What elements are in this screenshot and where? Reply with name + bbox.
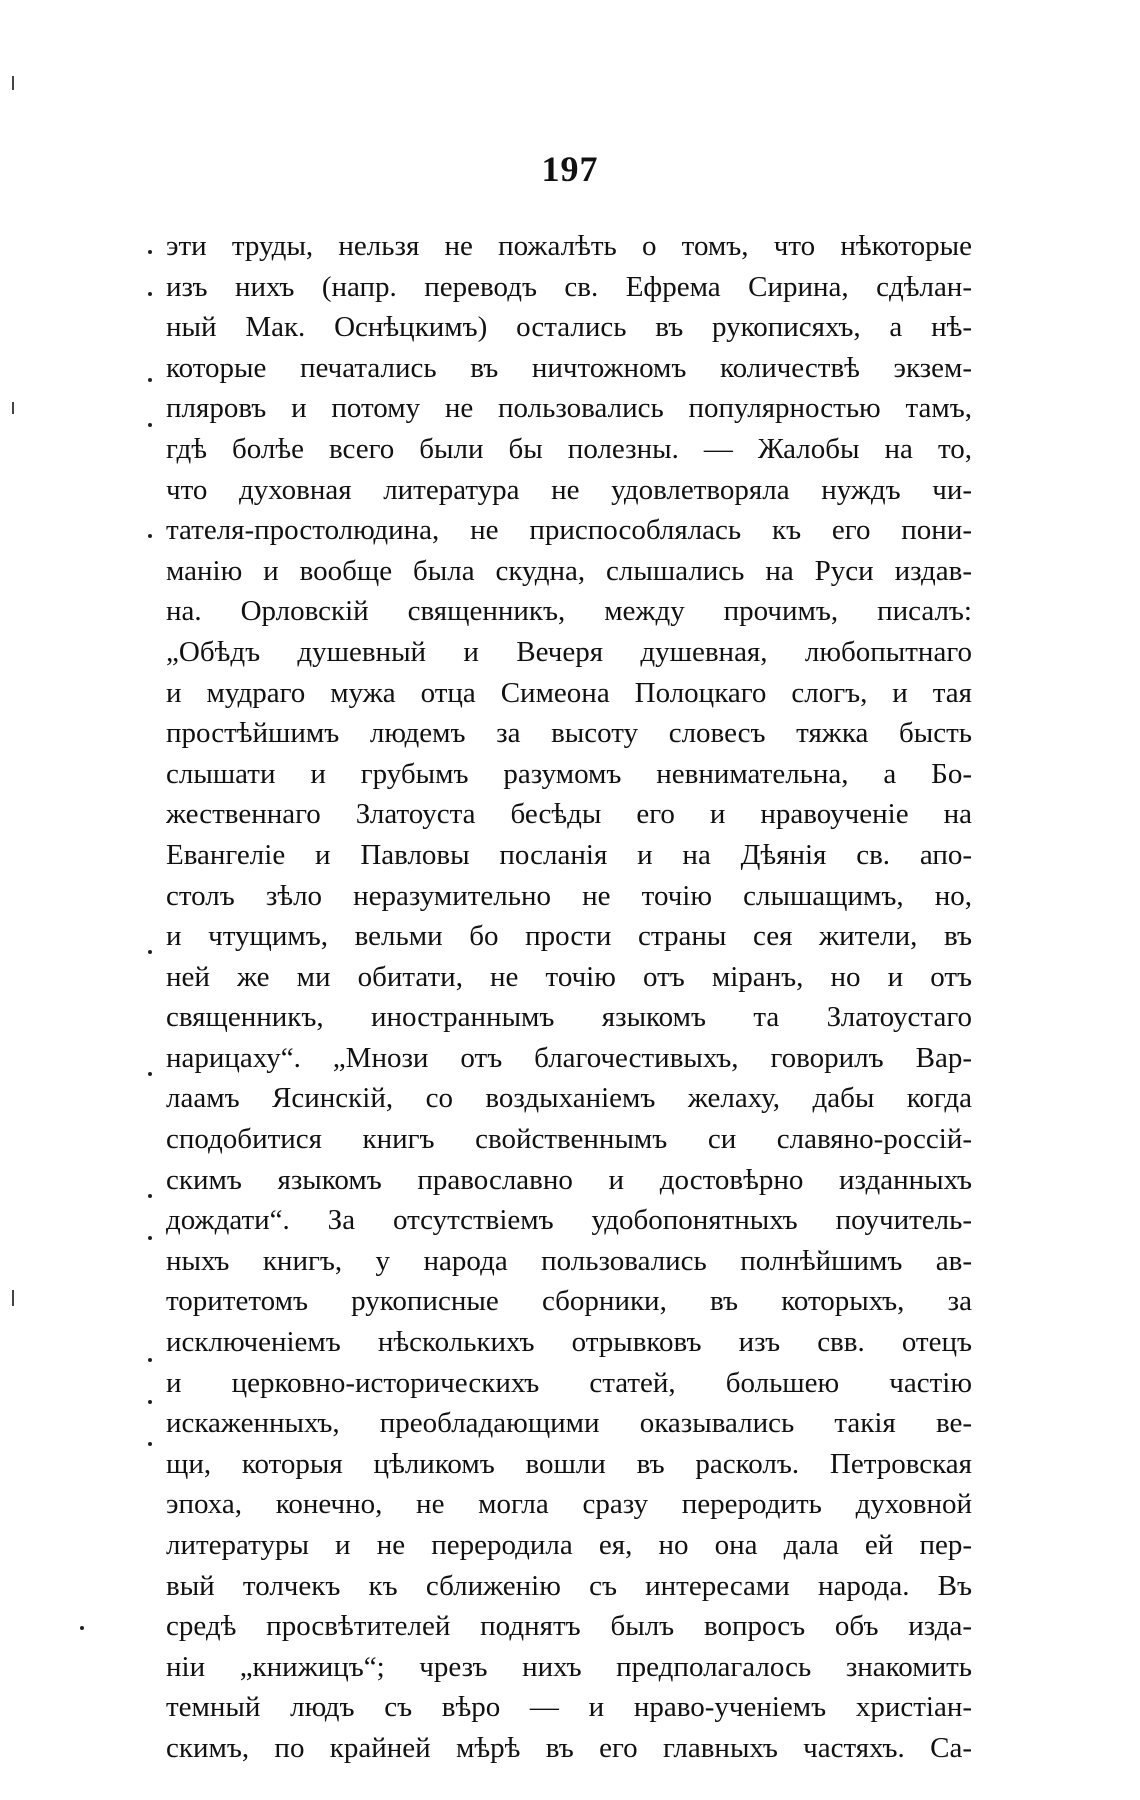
scan-speck	[148, 1236, 152, 1240]
text-line: жественнаго Златоуста бесѣды его и нравоученіе на	[166, 798, 972, 831]
text-line: священникъ, иностраннымъ языкомъ та Златоустаго	[166, 1001, 972, 1034]
text-line: темный людъ съ вѣро — и нраво-ученіемъ христіан-	[166, 1691, 972, 1724]
scan-speck	[148, 378, 152, 382]
text-line: скимъ, по крайней мѣрѣ въ его главныхъ частяхъ. Са-	[166, 1731, 972, 1764]
text-line: лаамъ Ясинскій, со воздыханіемъ желаху, дабы когда	[166, 1082, 972, 1115]
text-line: искаженныхъ, преобладающими оказывались такія ве-	[166, 1407, 972, 1440]
text-line: сподобитися книгъ свойственнымъ си славяно-россій-	[166, 1123, 972, 1156]
text-line: дождати“. За отсутствіемъ удобопонятныхъ поучитель-	[166, 1204, 972, 1237]
text-line: и церковно-историческихъ статей, большею частію	[166, 1366, 972, 1399]
scan-speck	[148, 1358, 152, 1362]
text-line: столъ зѣло неразумительно не точію слышащимъ, но,	[166, 879, 972, 912]
text-line: Евангеліе и Павловы посланія и на Дѣянія св. апо-	[166, 838, 972, 871]
text-line: и мудраго мужа отца Симеона Полоцкаго слогъ, и тая	[166, 676, 972, 709]
text-line: тателя-простолюдина, не приспособлялась къ его пони-	[166, 514, 972, 547]
scan-speck	[148, 292, 152, 296]
scan-speck	[148, 1400, 152, 1404]
text-line: литературы и не переродила ея, но она дала ей пер-	[166, 1529, 972, 1561]
text-line: манію и вообще была скудна, слышались на Руси издав-	[166, 554, 972, 587]
scan-speck	[148, 950, 152, 954]
text-line: и чтущимъ, вельми бо прости страны сея жители, въ	[166, 920, 972, 953]
scan-speck	[148, 1194, 152, 1198]
text-line: что духовная литература не удовлетворяла нуждъ чи-	[166, 473, 972, 506]
scan-speck	[148, 1072, 152, 1076]
text-line: изъ нихъ (напр. переводъ св. Ефрема Сирина, сдѣлан-	[166, 270, 972, 303]
text-line: „Обѣдъ душевный и Вечеря душевная, любопытнаго	[166, 635, 972, 668]
text-line: нарицаху“. „Мнози отъ благочестивыхъ, говорилъ Вар-	[166, 1041, 972, 1074]
scan-edge-mark	[12, 1290, 14, 1306]
text-line: эпоха, конечно, не могла сразу переродить духовной	[166, 1488, 972, 1521]
text-line: ней же ми обитати, не точію отъ міранъ, но и отъ	[166, 960, 972, 993]
text-line: пляровъ и потому не пользовались популярностью тамъ,	[166, 392, 972, 425]
text-line: ный Мак. Оснѣцкимъ) остались въ рукописяхъ, а нѣ-	[166, 311, 972, 344]
text-line: гдѣ болѣе всего были бы полезны. — Жалобы на то,	[166, 432, 972, 465]
text-line: скимъ языкомъ православно и достовѣрно изданныхъ	[166, 1163, 972, 1196]
text-line: вый толчекъ къ сближенію съ интересами народа. Въ	[166, 1569, 972, 1602]
text-line: ніи „книжицъ“; чрезъ нихъ предполагалось знакомить	[166, 1650, 972, 1683]
text-line: на. Орловскій священникъ, между прочимъ, писалъ:	[166, 595, 972, 628]
scan-edge-mark	[12, 76, 14, 90]
text-line: исключеніемъ нѣсколькихъ отрывковъ изъ свв. отецъ	[166, 1326, 972, 1359]
text-line: торитетомъ рукописные сборники, въ которыхъ, за	[166, 1285, 972, 1318]
scan-speck	[148, 1442, 152, 1446]
page-number: 197	[541, 149, 599, 189]
body-text	[166, 226, 972, 1769]
text-line: щи, которыя цѣликомъ вошли въ расколъ. Петровская	[166, 1447, 972, 1480]
text-line: эти труды, нельзя не пожалѣть о томъ, что нѣкоторые	[166, 230, 972, 262]
scan-edge-mark	[12, 402, 14, 414]
scan-speck	[148, 250, 152, 254]
scan-speck	[80, 1626, 84, 1630]
text-line: ныхъ книгъ, у народа пользовались полнѣйшимъ ав-	[166, 1244, 972, 1277]
scan-speck	[148, 534, 152, 538]
scan-speck	[148, 423, 152, 427]
text-line: которые печатались въ ничтожномъ количествѣ экзем-	[166, 351, 972, 384]
text-line: слышати и грубымъ разумомъ невнимательна, а Бо-	[166, 757, 972, 790]
text-line: средѣ просвѣтителей поднятъ былъ вопросъ объ изда-	[166, 1610, 972, 1643]
text-line: простѣйшимъ людемъ за высоту словесъ тяжка бысть	[166, 717, 972, 750]
